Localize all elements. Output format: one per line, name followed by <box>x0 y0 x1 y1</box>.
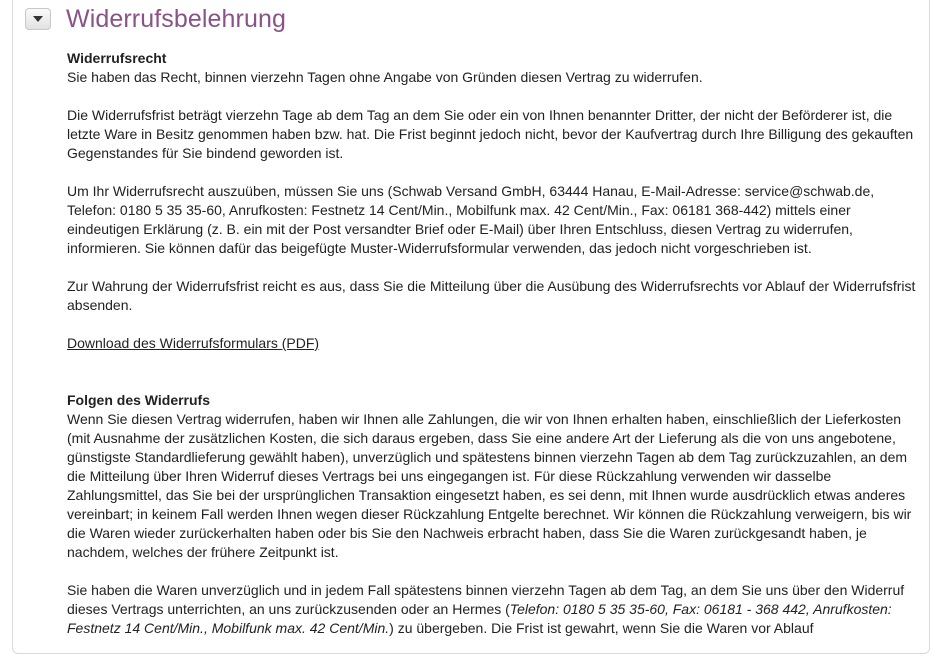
widerrufsrecht-paragraph-3: Um Ihr Widerrufsrecht auszuüben, müssen Sie uns (Schwab Versand GmbH, 63444 Hanau, E-Mail-Adresse: service@schwab.de, Telefon: 0180 5 35 35-60, Anrufkosten: Festnetz 14 Cent/Min., Mobilfunk max. 42 Cent/Min., Fax: 06181 368-442) mittels einer eindeutigen Erklärung (z. B. ein mit der Post versandter Brief oder E-Mail) über Ihren Entschluss, diesen Vertrag zu widerrufen, informieren. Sie können dafür das beigefügte Muster-Widerrufsformular verwenden, das jedoch nicht vorgeschrieben ist. <box>67 183 875 256</box>
caret-down-icon <box>33 16 43 22</box>
download-paragraph <box>67 334 919 353</box>
section-title: Widerrufsbelehrung <box>66 4 286 33</box>
collapse-toggle-button[interactable] <box>25 8 51 30</box>
spacer <box>67 372 919 391</box>
section-content <box>67 49 919 657</box>
widerrufsrecht-paragraph-4: Zur Wahrung der Widerrufsfrist reicht es aus, dass Sie die Mitteilung über die Ausübung des Widerrufsrechts vor Ablauf der Widerrufsfrist absenden. <box>67 278 916 313</box>
folgen-paragraph-1: Wenn Sie diesen Vertrag widerrufen, haben wir Ihnen alle Zahlungen, die wir von Ihnen erhalten haben, einschließlich der Lieferkosten (mit Ausnahme der zusätzlichen Kosten, die sich daraus ergeben, dass Sie eine andere Art der Lieferung als die von uns angebotene, günstigste Standardlieferung gewählt haben), unverzüglich und spätestens binnen vierzehn Tagen ab dem Tag zurückzuzahlen, an dem die Mitteilung über Ihren Widerruf dieses Vertrags bei uns eingegangen ist. Für diese Rückzahlung verwenden wir dasselbe Zahlungsmittel, das Sie bei der ursprünglichen Transaktion eingesetzt haben, es sei denn, mit Ihnen wurde ausdrücklich etwas anderes vereinbart; in keinem Fall werden Ihnen wegen dieser Rückzahlung Entgelte berechnet. Wir können die Rückzahlung verweigern, bis wir die Waren wieder zurückerhalten haben oder bis Sie den Nachweis erbracht haben, dass Sie die Waren zurückgesandt haben, je nachdem, welches der frühere Zeitpunkt ist. <box>67 411 912 560</box>
download-widerrufsformular-link[interactable]: Download des Widerrufsformulars (PDF) <box>67 335 320 351</box>
folgen-heading: Folgen des Widerrufs <box>67 392 211 408</box>
accordion-panel <box>12 0 930 654</box>
hermes-contact-italic: Telefon: 0180 5 35 35-60, Fax: 06181 - 368 442, Anrufkosten: Festnetz 14 Cent/Min., Mobilfunk max. 42 Cent/Min. <box>67 601 892 636</box>
folgen-paragraph-2 <box>67 581 919 638</box>
folgen-paragraph-2-start: Sie haben die Waren unverzüglich und in jedem Fall spätestens binnen vierzehn Tagen ab dem Tag, an dem Sie uns über den Widerruf dieses Vertrags unterrichten, an uns zurückzusenden oder an Hermes ( <box>67 582 905 617</box>
folgen-paragraph-2-end: ) zu übergeben. Die Frist ist gewahrt, wenn Sie die Waren vor Ablauf <box>389 620 814 636</box>
widerrufsrecht-heading: Widerrufsrecht <box>67 50 167 66</box>
widerrufsrecht-paragraph-1: Sie haben das Recht, binnen vierzehn Tagen ohne Angabe von Gründen diesen Vertrag zu widerrufen. <box>67 69 703 85</box>
widerrufsrecht-paragraph-2: Die Widerrufsfrist beträgt vierzehn Tage ab dem Tag an dem Sie oder ein von Ihnen benannter Dritter, der nicht der Beförderer ist, die letzte Ware in Besitz genommen haben bzw. hat. Die Frist beginnt jedoch nicht, bevor der Kaufvertrag durch Ihre Billigung des gekauften Gegenstandes für Sie bindend geworden ist. <box>67 107 914 161</box>
accordion-header[interactable] <box>25 1 286 37</box>
